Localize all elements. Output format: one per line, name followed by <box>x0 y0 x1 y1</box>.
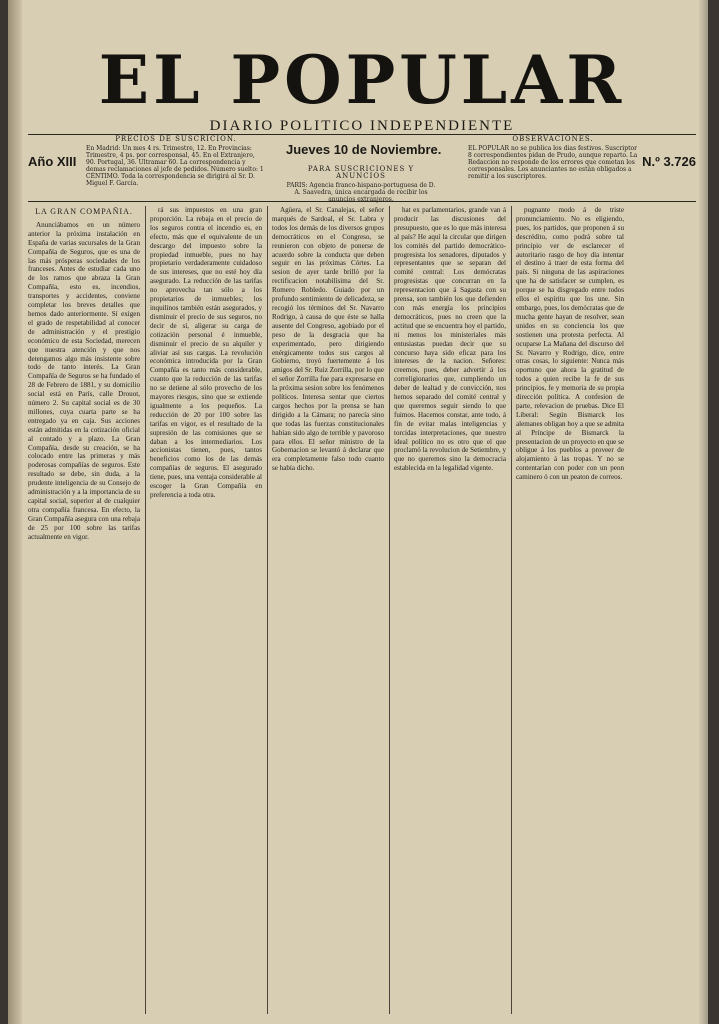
column-divider <box>145 206 146 1014</box>
page-edge-shadow <box>698 0 708 1024</box>
column-3 <box>272 206 384 1014</box>
column-5 <box>516 206 624 1014</box>
header-rule-bottom <box>28 201 696 202</box>
year-label: Año XIII <box>28 154 77 169</box>
subscription-text: En Madrid: Un mes 4 rs. Trimestre, 12. En Provincias: Trimestre, 4 ps. por corresponsal, 45. En el Extranjero, 90. Portugal, 36. Ultramar 60. La correspondencia y demas reclamaciones al jefe de pedidos. Número suelto: 1 CÉNTIMO. Toda la correspondencia se dirigirá al Sr. D. Miguel F. García. <box>86 145 264 187</box>
column-text: hat ex parlamentarios, grande van á producir las discusiones del presupuesto, que es lo que más interesa al país? He aquí la circular que dirigen los comités del partido democrático-progresista los senadores, diputados y representantes que se separan del comité central: Los demócratas progresistas que concurran en la representacion que á Sagasta con su prensa, son también los que defienden con más energía los principios democráticos, pues no creen que la actitud que se encuentra hoy el partido, ni menos los ministeriales más entusiastas puedan decir que su concurso haya sido eficaz para los intereses de la nacion. Señores: creemos, pues, deber advertir á los correligionarios que, cumpliendo un deber de lealtad y de convicción, nos hemos separado del comité central y que queremos seguir siendo lo que fuimos. Hacemos constar, ante todo, á fin de evitar malas inteligencias y torcidas interpretaciones, que nuestro ideal político no es otro que el que proclamó la revolucion de Setiembre, y que no queremos sino la democracia establecida en la legalidad vigente. <box>394 206 506 473</box>
newspaper-page <box>8 0 708 1024</box>
observations-box <box>468 136 638 198</box>
issue-date: Jueves 10 de Noviembre. <box>286 142 442 157</box>
masthead-title: EL POPULAR <box>98 41 626 119</box>
ads-text: PARIS: Agencia franco-hispano-portuguesa de D. A. Saavedra, única encargada de recibir los anuncios extranjeros. <box>286 182 436 203</box>
subscription-box <box>86 136 266 198</box>
masthead <box>28 30 696 134</box>
observations-title: OBSERVACIONES. <box>512 135 594 143</box>
column-divider <box>511 206 512 1014</box>
masthead-subtitle: DIARIO POLITICO INDEPENDIENTE <box>209 118 515 134</box>
info-bar <box>28 135 696 203</box>
column-text: Agüera, el Sr. Canalejas, el señor marqués de Sardoal, el Sr. Labra y todos los demás de los diversos grupos democráticos en el Congreso, se reunieron con objeto de ponerse de acuerdo sobre la conducta que deben seguir en las próximas Córtes. La sesion de ayer tarde brilló por la rectificacion notabilísima del Sr. Romero Robledo. Guiado por un profundo sentimiento de delicadeza, se recogió los términos del Sr. Navarro Rodrigo, á causa de que éste se halla ausente del Congreso, agobiado por el peso de la desgracia que ha experimentado, pero dirigiendo enérgicamente todos sus cargos al Gobierno, troyó fuertemente á los amigos del Sr. Ruiz Zorrilla, por lo que el señor Zorrilla fue para expresarse en la próxima sesion sobre los fenómenos políticos. Interesa sentar que ciertos cargos hechos por la prensa se han dirigido a la Cámara; no parecía sino que todas las fuerzas constitucionales habían sido algo de terrible y pavoroso para ellos. El señor ministro de la Gobernacion se levantó á declarar que era completamente falso todo cuanto se había dicho. <box>272 206 384 473</box>
column-4 <box>394 206 506 1014</box>
issue-number: N.º 3.726 <box>642 154 696 169</box>
column-2 <box>150 206 262 1014</box>
column-text: pugnante modo á de triste pronunciamiento. No es eligiendo, pues, los partidos, que proponen á su descrédito, como podrá sobre tal principio ver de esclarecer el autoritario rasgo de hoy día intentar el destino á traer de esta forma del país. Si ninguna de las aspiraciones que ha de satisfacer se cumplen, es porque se ha disgregado entre todos ellos el espíritu que los une. Sin embargo, pues, los demócratas que de mucha gente hayan de resolver, sean unidos en su conciencia los que sostienen una protesta perfecta. Al ocuparse La Mañana del discurso del Sr. Navarro y Rodrigo, dice, entre otras cosas, lo siguiente: Nunca más oportuno que ahora la gratitud de todos a quien recibe la fe de sus principios, fe y memoria de su propia dirección política. A confesion de parte, relevacion de pruebas. Dice El Liberal: Según Bismarck los alemanes obligan hoy a que se admita al Príncipe de Bismarck la presentacion de un proyecto en que se obligue á los pueblos a proveer de alojamiento á las tropas. Y no se contentarían con poder con un peon caminero ó con un peaton de correos. <box>516 206 624 482</box>
column-text: rá sus impuestos en una gran proporción. La rebaja en el precio de los seguros contra el incendio es, en efecto, más que el equivalente de un descargo del impuesto sobre la propiedad inmueble, pues no hay propietario verdaderamente cuidadoso de sus intereses, que no esté hoy día asegurado. La reducción de las tarifas no aprovecha tan sólo a los propietarios de inmuebles; los inquilinos también están asegurados, y disminuir el precio de sus seguros, no decir de sí, aligerar su carga de cotización personal é inmueble, disminuir el precio de su alquiler y aliviar así sus cargas. La revolución económica introducida por la Gran Compañía es tanto más considerable, cuanto que la reducción de las tarifas no se detiene al sólo provecho de los mayores riesgos, sino que se extiende igualmente a los pequeños. La reducción de 20 por 100 sobre las tarifas en vigor, es el resultado de la supresión de las comisiones que se daban a los intermediarios. Los accionistas tienen, pues, tantos beneficios como los de las demás compañías de seguros. El asegurado tiene, pues, una ventaja considerable al escoger la Gran Compañía en preferencia a toda otra. <box>150 206 262 499</box>
article-columns <box>28 206 696 1014</box>
observations-text: EL POPULAR no se publica los dias festivos. Suscriptor 8 correspondientes pidan de Prudo, aunque reparto. La Redaccion no responde de los errores que cometan los corresponsales. Los anunciantes no están obligados a remitir a los suscriptores. <box>468 145 638 180</box>
article-heading: LA GRAN COMPAÑIA. <box>35 207 133 216</box>
ads-title: PARA SUSCRICIONES Y ANUNCIOS <box>307 165 415 180</box>
book-spine <box>8 0 22 1024</box>
subscription-title: PRECIOS DE SUSCRICION. <box>115 135 237 143</box>
column-1 <box>28 206 140 1014</box>
column-divider <box>267 206 268 1014</box>
column-text: Anunciábamos en un número anterior la próxima instalación en España de varias sucursales de la Gran Compañía de Seguros, que es una de las más prósperas sociedades de los franceses. Antes de estudiar cada uno de los ramos que abraza la Gran Compañía, esto es, incendios, transportes y accidentes, conviene completar los breves detalles que hemos dado anteriormente. Sí exigen el grado de respetabilidad al conocer de administración y el prestigio económico de esta Sociedad, merecen que nuestra atención y que nos detengamos algo más insistente sobre todo de tanto interés. La Gran Compañía de Seguros se ha fundado el 28 de Febrero de 1881, y su domicilio social está en París, calle Drouot, número 2. Su capital social es de 30 millones, cuya cuarta parte se ha entregado ya en caja. Sus acciones están admitidas en la cotización oficial al contado y a plazo. La Gran Compañía, desde su creación, se ha colocado entre las primeras y más poderosas compañías de seguros. Este resultado se debe, sin duda, a la prudente inteligencia de su Consejo de administración y a la importancia de su capital social, superior al de cualquier otra compañía francesa. En efecto, la Gran Compañía asegura con una rebaja de 25 por 100 sobre las tarifas actualmente en vigor. <box>28 220 140 541</box>
column-divider <box>389 206 390 1014</box>
ads-box <box>286 165 436 203</box>
